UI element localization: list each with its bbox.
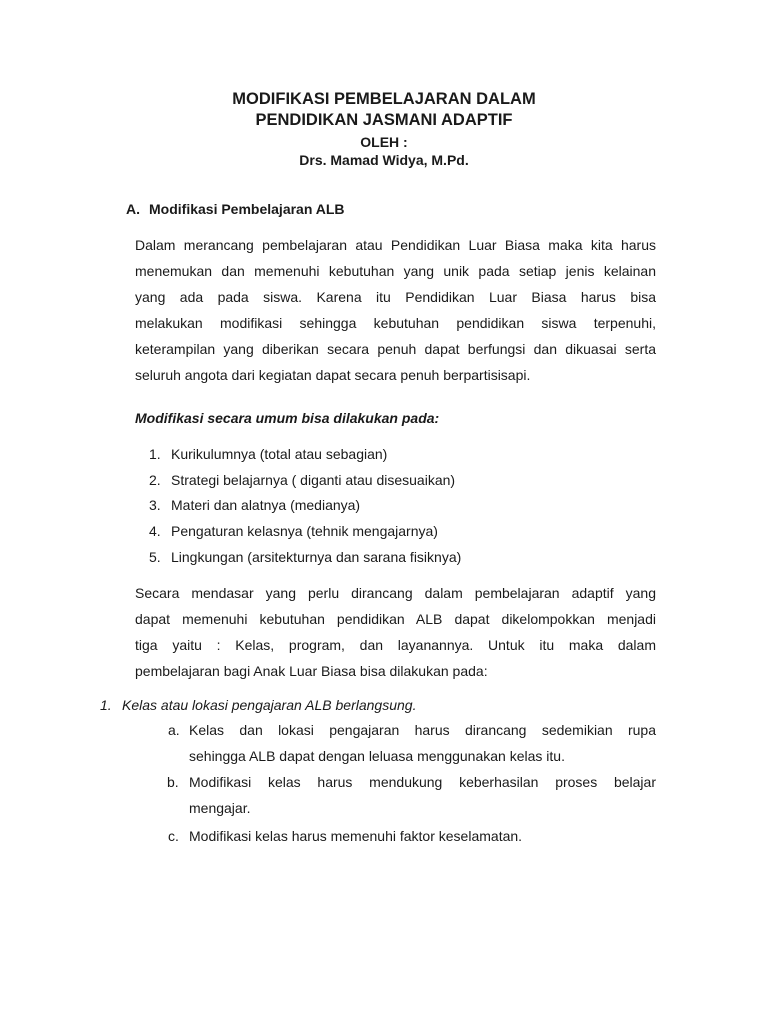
title-line-1: MODIFIKASI PEMBELAJARAN DALAM bbox=[232, 90, 536, 108]
item-1-number: 1. bbox=[100, 697, 112, 713]
intro-line-3: yang ada pada siswa. Karena itu Pendidikan Luar Biasa harus bisa bbox=[135, 289, 656, 305]
list-item-number: 5. bbox=[149, 549, 161, 565]
intro-line-5: keterampilan yang diberikan secara penuh dapat berfungsi dan dikuasai serta bbox=[135, 341, 656, 357]
intro-line-4: melakukan modifikasi sehingga kebutuhan pendidikan siswa terpenuhi, bbox=[135, 315, 656, 331]
subitem-line: mengajar. bbox=[189, 800, 251, 816]
list-item: Strategi belajarnya ( diganti atau disesuaikan) bbox=[171, 472, 456, 488]
subitem-marker: c. bbox=[168, 828, 179, 844]
list-item: Pengaturan kelasnya (tehnik mengajarnya) bbox=[171, 523, 438, 539]
oleh-label: OLEH : bbox=[360, 134, 408, 150]
secara-line-1: Secara mendasar yang perlu dirancang dalam pembelajaran adaptif yang bbox=[135, 585, 656, 601]
subitem-line: sehingga ALB dapat dengan leluasa menggunakan kelas itu. bbox=[189, 748, 565, 764]
modifikasi-heading: Modifikasi secara umum bisa dilakukan pada: bbox=[135, 410, 440, 426]
secara-line-4: pembelajaran bagi Anak Luar Biasa bisa dilakukan pada: bbox=[135, 663, 488, 679]
list-item: Kurikulumnya (total atau sebagian) bbox=[171, 446, 388, 462]
list-item-number: 3. bbox=[149, 497, 161, 513]
list-item: Materi dan alatnya (medianya) bbox=[171, 497, 361, 513]
subitem-line: Modifikasi kelas harus mendukung keberhasilan proses belajar bbox=[189, 774, 656, 790]
subitem-marker: b. bbox=[167, 774, 179, 790]
intro-line-6: seluruh angota dari kegiatan dapat secara penuh berpartisisapi. bbox=[135, 367, 531, 383]
list-item-number: 1. bbox=[149, 446, 161, 462]
secara-line-2: dapat memenuhi kebutuhan pendidikan ALB dapat dikelompokkan menjadi bbox=[135, 611, 656, 627]
list-item-number: 2. bbox=[149, 472, 161, 488]
subitem-line: Kelas dan lokasi pengajaran harus dirancang sedemikian rupa bbox=[189, 722, 656, 738]
author-name: Drs. Mamad Widya, M.Pd. bbox=[299, 152, 469, 168]
item-1-heading: Kelas atau lokasi pengajaran ALB berlangsung. bbox=[122, 697, 417, 713]
list-item: Lingkungan (arsitekturnya dan sarana fisiknya) bbox=[171, 549, 462, 565]
secara-line-3: tiga yaitu : Kelas, program, dan layanannya. Untuk itu maka dalam bbox=[135, 637, 656, 653]
section-a-heading: Modifikasi Pembelajaran ALB bbox=[149, 201, 345, 217]
list-item-number: 4. bbox=[149, 523, 161, 539]
subitem-marker: a. bbox=[168, 722, 180, 738]
intro-line-2: menemukan dan memenuhi kebutuhan yang unik pada setiap jenis kelainan bbox=[135, 263, 656, 279]
title-line-2: PENDIDIKAN JASMANI ADAPTIF bbox=[255, 111, 513, 129]
section-a-marker: A. bbox=[126, 201, 140, 217]
subitem-line: Modifikasi kelas harus memenuhi faktor keselamatan. bbox=[189, 828, 523, 844]
intro-line-1: Dalam merancang pembelajaran atau Pendidikan Luar Biasa maka kita harus bbox=[135, 237, 656, 253]
